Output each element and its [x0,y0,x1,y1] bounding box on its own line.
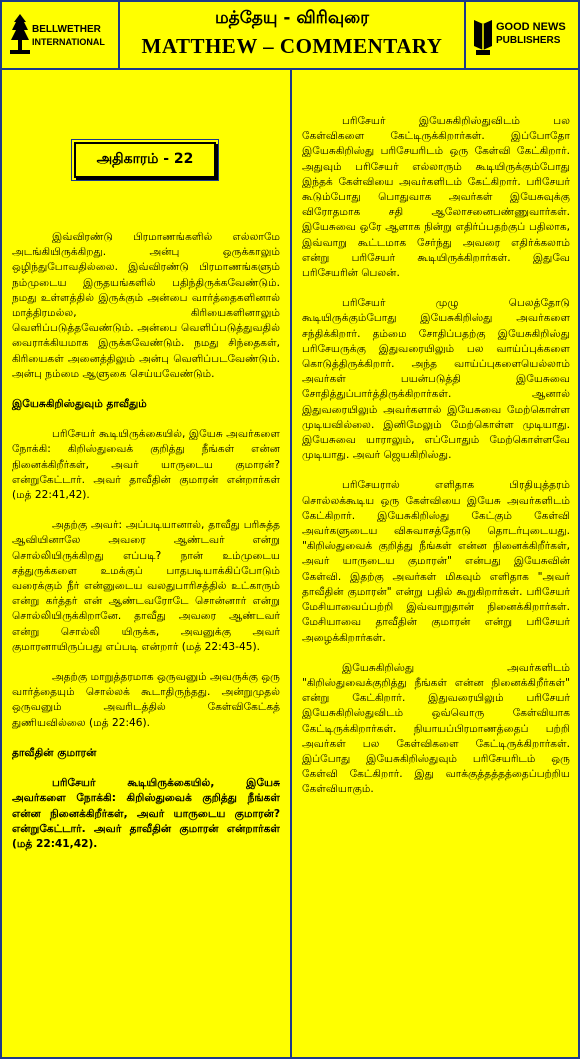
logo-right-line1: GOOD NEWS [496,21,566,33]
left-column [12,230,280,867]
paragraph: பரிசேயரால் எளிதாக பிரதியுத்தரம் சொல்லக்கூடிய ஒரு கேள்வியை இயேசு அவர்களிடம் கேட்கிறார். இயேசுகிறிஸ்து கேட்கும் கேள்வி அவர்களுடைய விசுவாசத்தோடு தொடர்புடையது. "கிறிஸ்துவைக் குறித்து நீங்கள் என்ன நினைக்கிறீர்கள், அவர் யாருடைய குமாரன்" என்பது இயேசுவின் கேள்வி. இதற்கு அவர்கள் மிகவும் எளிதாக "அவர் தாவீதின் குமாரன்" என்று பதில் கூறுகிறார்கள். பரிசேயர் மேசியாவைப்பற்றி இவ்வாறுதான் நினைக்கிறார்கள். மேசியாவை தாவீதின் குமாரன் என்று பரிசேயர் அழைக்கிறார்கள். [302,479,570,644]
right-column [302,114,570,813]
bellwether-logo [2,2,120,68]
paragraph-bold-quote: பரிசேயர் கூடியிருக்கையில், இயேசு அவர்களை நோக்கி: கிறிஸ்துவைக் குறித்து நீங்கள் என்ன நினைக்கிறீர்கள், அவர் யாருடைய குமாரன்? என்றுகேட்டார். அவர் தாவீதின் குமாரன் என்றார்கள் (மத் 22:41,42). [12,777,280,850]
lamb-icon [8,12,32,56]
paragraph: அதற்கு அவர்: அப்படியானால், தாவீது பரிசுத்த ஆவியினாலே அவரை ஆண்டவர் என்று சொல்லியிருக்கிறது எப்படி? நான் உம்முடைய சத்துருக்களை உமக்குப் பாதபடியாக்கிப்போடும் வரைக்கும் நீர் என்னுடைய வலதுபாரிசத்தில் உட்காரும் என்று கர்த்தர் என் ஆண்டவரோடே சொன்னார் என்று சொல்லியிருக்கிறானே. தாவீது அவரை ஆண்டவர் என்று சொல்லி யிருக்க, அவனுக்கு அவர் குமாரனாயிருப்பது எப்படி என்றார் (மத் 22:43-45). [12,519,280,653]
title-tamil: மத்தேயு - விரிவுரை [214,8,370,28]
paragraph: அதற்கு மாறுத்தரமாக ஒருவனும் அவருக்கு ஒரு வார்த்தையும் சொல்லக் கூடாதிருந்தது. அன்றுமுதல் ஒருவனும் அவரிடத்தில் கேள்விகேட்கத் துணியவில்லை (மத் 22:46). [12,671,280,729]
paragraph: பரிசேயர் இயேசுகிறிஸ்துவிடம் பல கேள்விகளை கேட்டிருக்கிறார்கள். இப்போதோ இயேசுகிறிஸ்து பரிசேயரிடம் ஒரு கேள்வி கேட்கிறார். அதுவும் பரிசேயர் எல்லாரும் கூடியிருக்கும்போது இந்தக் கேள்வியை அவர்களிடம் கேட்கிறார். பரிசேயர் கூடும்போது பொதுவாக அவர்கள் இயேசுவுக்கு விரோதமாக சதி ஆலோசனைபண்ணுவார்கள். இயேசுவை ஒரே ஆளாக நின்று எதிர்ப்பதற்குப் பதிலாக, இவ்வாறு கூட்டமாக சேர்ந்து அவரை எதிர்க்கலாம் என்று பரிசேயர் கூடியிருக்கிறார்கள். இதுவே பரிசேயரின் பெலன். [302,115,570,280]
paragraph: பரிசேயர் முழு பெலத்தோடு கூடியிருக்கும்போது இயேசுகிறிஸ்து அவர்களை சந்திக்கிறார். தம்மை சோதிப்பதற்கு இயேசுகிறிஸ்து பரிசேயருக்கு இதுவரையிலும் பல வாய்ப்புக்களை கொடுத்திருக்கிறார். அந்த வாய்ப்புகளையெல்லாம் அவர்கள் பயன்படுத்தி இயேசுவை சோதித்துப்பார்த்திருக்கிறார்கள். ஆனால் இதுவரையிலும் அவர்களால் இயேசுவை மேற்கொள்ள முடியவில்லை. இனிமேலும் மேற்கொள்ள முடியாது. இயேசுவை யாராலும், எப்போதும் மேற்கொள்ளவே முடியாது. அவர் ஜெயகிறிஸ்து. [302,297,570,462]
goodnews-logo [464,2,578,68]
paragraph: பரிசேயர் கூடியிருக்கையில், இயேசு அவர்களை நோக்கி: கிறிஸ்துவைக் குறித்து நீங்கள் என்ன நினைக்கிறீர்கள், அவர் யாருடைய குமாரன்? என்றுகேட்டார். அவர் தாவீதின் குமாரன் என்றார்கள் (மத் 22:41,42). [12,428,280,502]
logo-right-line2: PUBLISHERS [496,35,561,46]
title-english: MATTHEW – COMMENTARY [141,34,443,58]
logo-left-line2: INTERNATIONAL [32,37,105,47]
logo-left-line1: BELLWETHER [32,24,101,35]
header [2,2,578,70]
paragraph: இயேசுகிறிஸ்து அவர்களிடம் "கிறிஸ்துவைக்குறித்து நீங்கள் என்ன நினைக்கிறீர்கள்" என்று கேட்கிறார். இதுவரையிலும் பரிசேயர் இயேசுகிறிஸ்துவிடம் ஒவ்வொரு கேள்வியாக கேட்டிருக்கிறார்கள். நியாயப்பிரமாணத்தைப் பற்றி அவர்கள் பல கேள்விகளை கேட்டிருக்கிறார்கள். இப்போது இயேசுகிறிஸ்துவும் பரிசேயரிடம் ஒரு கேள்வி கேட்கிறார். இது வாக்குத்தத்தத்தைப்பற்றிய கேள்வியாகும். [302,661,570,796]
chapter-heading: அதிகாரம் - 22 [74,142,216,178]
title-block [120,2,464,68]
column-divider [290,70,292,1057]
open-book-icon [472,14,494,56]
paragraph: இவ்விரண்டு பிரமாணங்களில் எல்லாமே அடங்கியிருக்கிறது. அன்பு ஒருக்காலும் ஒழிந்துபோவதில்லை. இவ்விரண்டு பிரமாணங்களும் நம்முடைய இருதயங்களில் பதிந்திருக்கவேண்டும். நமது உள்ளத்தில் இருக்கும் அன்பை வார்த்தைகளினால் மாத்திரமல்ல, கிரியைகளினாலும் வெளிப்படுத்தவேண்டும். அன்பை வெளிப்படுத்துவதில் வைராக்கியமாக இருக்கவேண்டும். நமது சிந்தைகள், கிரியைகள் அனைத்திலும் அன்பு வெளிப்படவேண்டும். அன்பு நம்மை ஆளுகை செய்யவேண்டும். [12,231,280,380]
section-heading: தாவீதின் குமாரன் [12,746,97,759]
section-heading: இயேசுகிறிஸ்துவும் தாவீதும் [12,398,147,411]
